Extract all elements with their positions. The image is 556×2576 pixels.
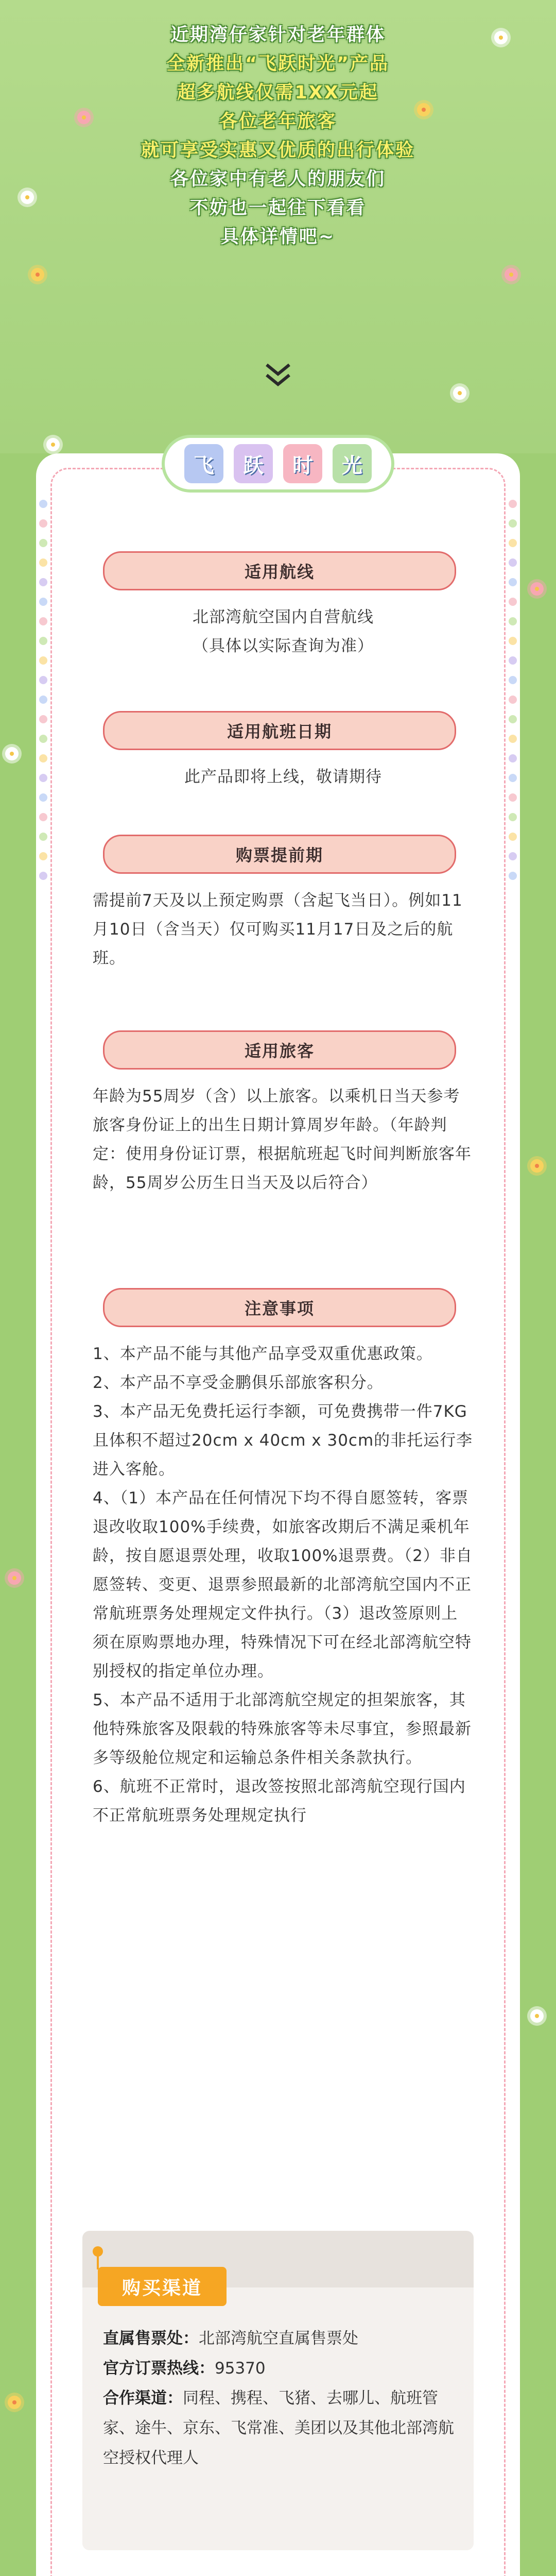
direct-sales-label: 直属售票处： xyxy=(103,2329,199,2348)
notes-list xyxy=(93,1340,474,1830)
intro-text-block xyxy=(0,21,556,251)
flower-decoration xyxy=(8,2396,21,2409)
section-title-dates: 适用航班日期 xyxy=(103,711,456,750)
intro-line: 各位老年旅客 xyxy=(219,111,337,132)
partner-value: 同程、携程、飞猪、去哪儿、航班管家、途牛、京东、飞常准、美团以及其他北部湾航空授权代理人 xyxy=(103,2389,454,2467)
scroll-down-chevron-icon xyxy=(263,361,293,392)
content-card xyxy=(36,453,520,2576)
intro-line: 就可享受实惠又优质的出行体验 xyxy=(141,140,415,161)
flower-decoration xyxy=(46,438,60,451)
partner-label: 合作渠道： xyxy=(103,2389,183,2408)
note-item: 6、航班不正常时，退改签按照北部湾航空现行国内不正常航班票务处理规定执行 xyxy=(93,1777,466,1825)
note-item: 4、（1）本产品在任何情况下均不得自愿签转，客票退改收取100%手续费，如旅客改期后不满足乘机年龄，按自愿退票处理，收取100%退票费。（2）非自愿签转、变更、退票参照最新的北部湾航空国内不正常航班票务处理规定文件执行。（3）退改签原则上须在原购票地办理，特殊情况下可在经北部湾航空特别授权的指定单位办理。 xyxy=(93,1489,473,1681)
intro-line: 全新推出“飞跃时光”产品 xyxy=(166,54,389,74)
note-item: 5、本产品不适用于北部湾航空规定的担架旅客，其他特殊旅客及限载的特殊旅客等未尽事宜，参照最新多等级舱位规定和运输总条件相关条款执行。 xyxy=(93,1691,472,1767)
booking-text: 需提前7天及以上预定购票（含起飞当日）。例如11月10日（含当天）仅可购买11月17日及之后的航班。 xyxy=(93,891,463,968)
route-text xyxy=(93,603,474,660)
flower-decoration xyxy=(453,386,466,400)
intro-line: 各位家中有老人的朋友们 xyxy=(170,169,386,190)
intro-line: 近期湾仔家针对老年群体 xyxy=(170,25,386,45)
section-title-notes: 注意事项 xyxy=(103,1288,456,1327)
banner-char: 时 xyxy=(283,444,322,483)
dot-decoration-left xyxy=(39,500,47,891)
banner-char: 跃 xyxy=(234,444,273,483)
pin-line xyxy=(97,2254,99,2269)
flower-decoration xyxy=(530,2009,544,2023)
channel-text xyxy=(103,2324,458,2473)
hotline-row xyxy=(103,2353,458,2383)
note-item: 2、本产品不享受金鹏俱乐部旅客积分。 xyxy=(93,1374,384,1392)
intro-line: 不妨也一起往下看看 xyxy=(189,198,366,218)
hotline-label: 官方订票热线： xyxy=(103,2359,215,2378)
note-item: 1、本产品不能与其他产品享受双重优惠政策。 xyxy=(93,1345,433,1363)
flower-decoration xyxy=(530,1159,544,1173)
intro-line: 超多航线仅需1XX元起 xyxy=(177,82,379,103)
flower-decoration xyxy=(5,747,19,760)
direct-sales-value: 北部湾航空直属售票处 xyxy=(199,2329,358,2348)
banner-char: 光 xyxy=(333,444,372,483)
route-line: （具体以实际查询为准） xyxy=(193,637,374,655)
note-item: 3、本产品无免费托运行李额，可免费携带一件7KG且体积不超过20cm x 40cm x 30cm的非托运行李进入客舱。 xyxy=(93,1402,473,1479)
dot-decoration-right xyxy=(509,500,517,891)
flower-decoration xyxy=(505,268,518,281)
direct-sales-row xyxy=(103,2324,458,2353)
route-line: 北部湾航空国内自营航线 xyxy=(193,608,374,626)
purchase-channel-box xyxy=(82,2231,474,2550)
section-title-booking: 购票提前期 xyxy=(103,835,456,874)
hotline-value[interactable]: 95370 xyxy=(215,2359,266,2378)
flower-decoration xyxy=(31,268,44,281)
channel-tag: 购买渠道 xyxy=(98,2267,227,2306)
section-title-passengers: 适用旅客 xyxy=(103,1030,456,1070)
passengers-text: 年龄为55周岁（含）以上旅客。以乘机日当天参考旅客身份证上的出生日期计算周岁年龄。（年龄判定：使用身份证订票，根据航班起飞时间判断旅客年龄，55周岁公历生日当天及以后符合） xyxy=(93,1087,472,1192)
banner-char: 飞 xyxy=(184,444,223,483)
flower-decoration xyxy=(8,1571,21,1585)
partner-row xyxy=(103,2383,458,2473)
intro-line: 具体详情吧~ xyxy=(220,227,336,247)
section-title-route: 适用航线 xyxy=(103,551,456,590)
flower-decoration xyxy=(530,582,544,596)
dates-text: 此产品即将上线，敬请期待 xyxy=(184,768,382,786)
title-banner xyxy=(165,438,391,489)
